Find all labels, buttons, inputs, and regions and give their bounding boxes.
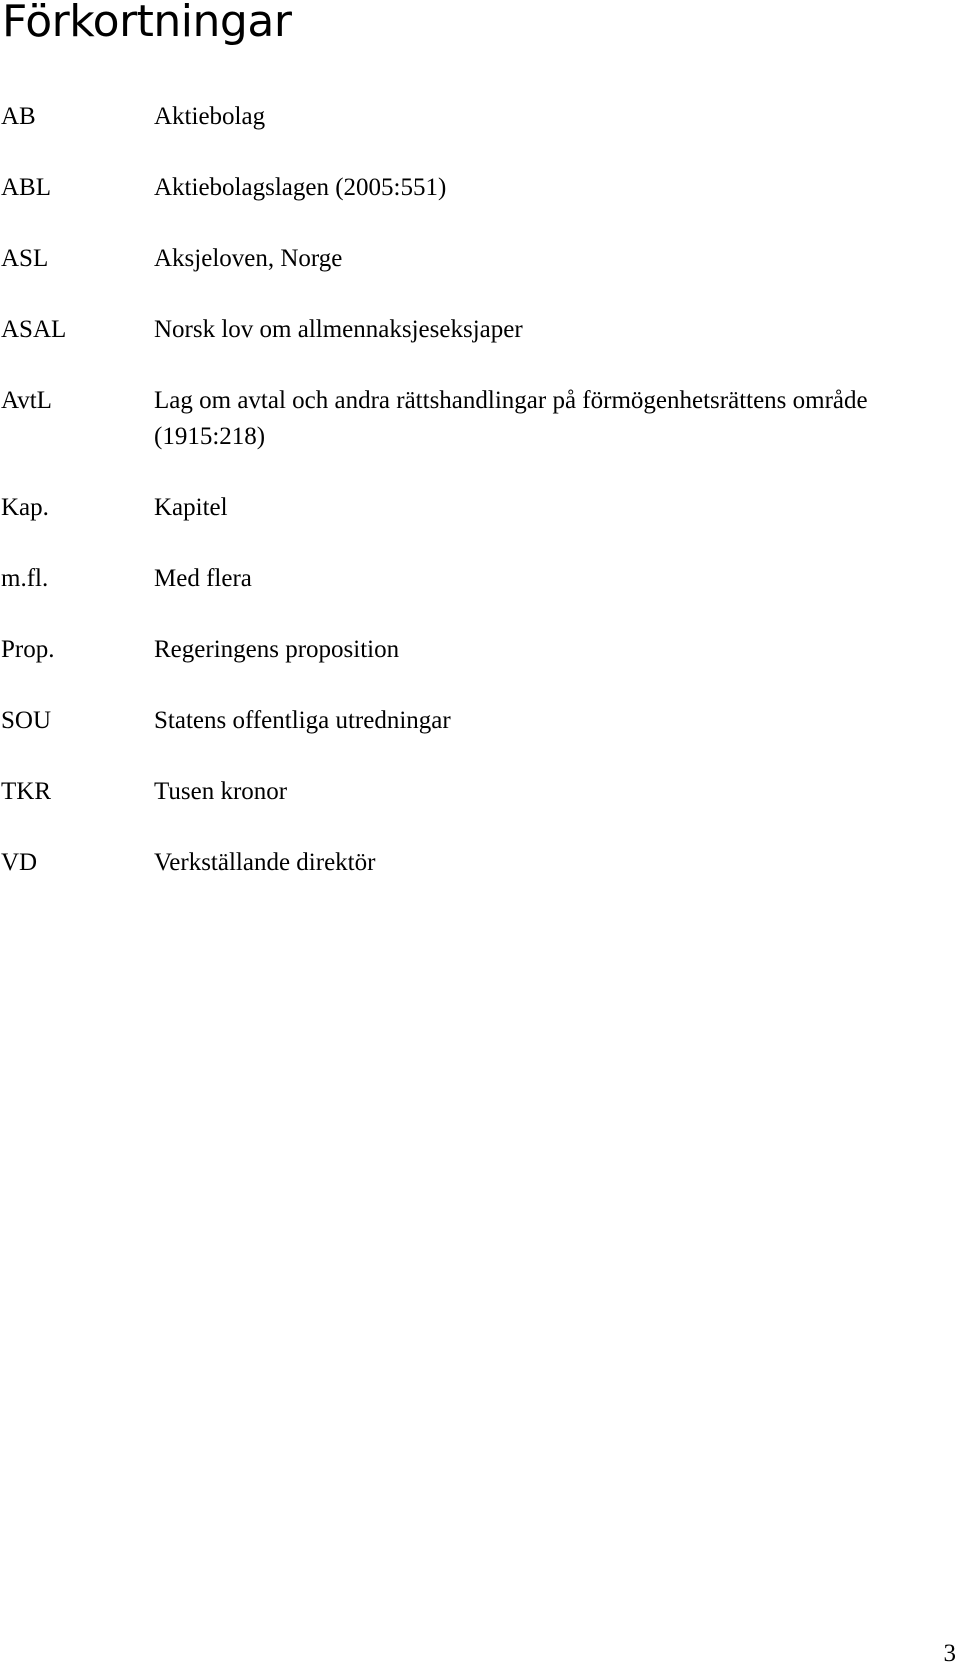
abbreviation-row: [0, 490, 960, 561]
abbreviation-key: Kap.: [1, 494, 49, 521]
abbreviation-description: Aktiebolagslagen (2005:551): [154, 174, 447, 201]
abbreviation-row: [0, 170, 960, 241]
abbreviation-row: [0, 241, 960, 312]
abbreviation-key: ASAL: [1, 316, 67, 343]
abbreviation-key: ABL: [1, 174, 51, 201]
abbreviation-description: Lag om avtal och andra rättshandlingar på förmögenhetsrättens område (1915:218): [154, 387, 868, 450]
abbreviation-row: [0, 312, 960, 383]
abbreviation-description: Aksjeloven, Norge: [154, 245, 343, 272]
abbreviation-row: [0, 561, 960, 632]
abbreviation-row: [0, 383, 960, 490]
abbreviation-description: Verkställande direktör: [154, 849, 376, 876]
abbreviation-key: AB: [1, 103, 36, 130]
page-title: Förkortningar: [2, 0, 292, 47]
abbreviation-key: m.fl.: [1, 565, 49, 592]
abbreviation-description: Med flera: [154, 565, 252, 592]
page-number: 3: [943, 1640, 956, 1667]
abbreviation-key: ASL: [1, 245, 49, 272]
abbreviation-key: Prop.: [1, 636, 55, 663]
abbreviation-description: Norsk lov om allmennaksjeseksjaper: [154, 316, 523, 343]
abbreviation-description: Aktiebolag: [154, 103, 266, 130]
abbreviation-row: [0, 774, 960, 845]
abbreviation-row: [0, 99, 960, 170]
abbreviation-row: [0, 632, 960, 703]
abbreviation-key: VD: [1, 849, 38, 876]
abbreviation-description: Regeringens proposition: [154, 636, 400, 663]
abbreviation-key: TKR: [1, 778, 51, 805]
abbreviation-list: [0, 99, 960, 916]
abbreviation-description: Kapitel: [154, 494, 228, 521]
abbreviation-row: [0, 845, 960, 916]
abbreviation-description: Statens offentliga utredningar: [154, 707, 451, 734]
abbreviation-key: AvtL: [1, 387, 52, 414]
abbreviation-key: SOU: [1, 707, 52, 734]
abbreviation-description: Tusen kronor: [154, 778, 288, 805]
abbreviation-row: [0, 703, 960, 774]
